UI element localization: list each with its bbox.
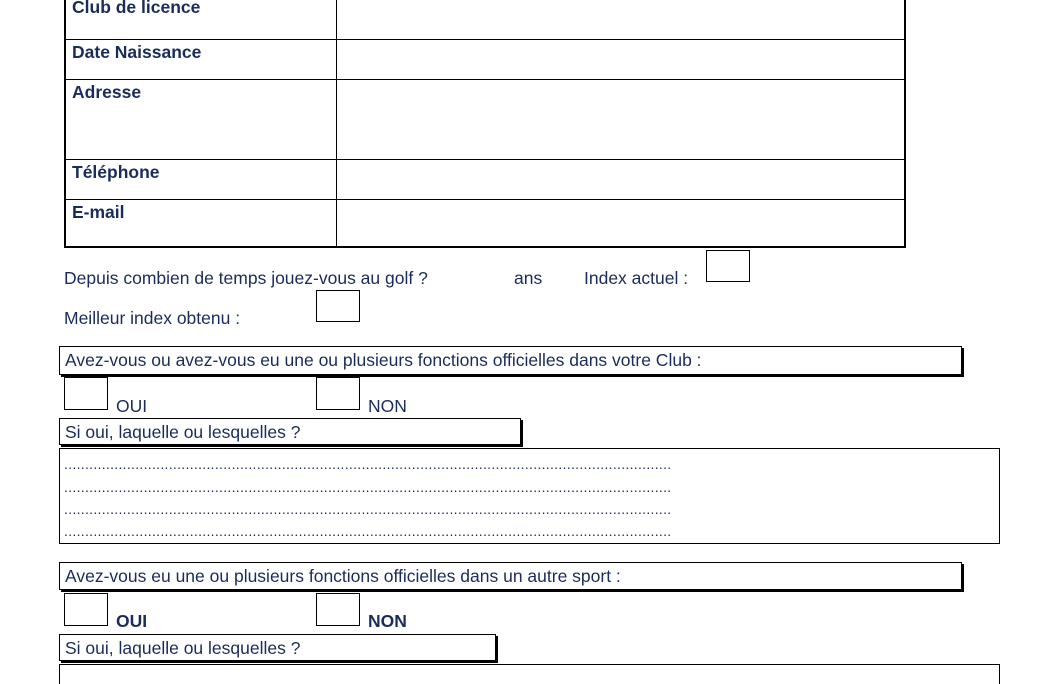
index-field[interactable] xyxy=(706,250,750,282)
other-yes-checkbox[interactable] xyxy=(64,593,108,626)
club-yes-label: OUI xyxy=(116,396,148,416)
email-label: E-mail xyxy=(66,199,337,246)
row-birthdate xyxy=(66,39,904,80)
answer-line: ................................................................................................................................................. xyxy=(64,479,672,495)
address-field[interactable] xyxy=(337,79,904,159)
club-functions-question: Avez-vous ou avez-vous eu une ou plusieurs fonctions officielles dans votre Club : xyxy=(59,346,962,375)
answer-line: ................................................................................................................................................. xyxy=(64,456,672,472)
phone-label: Téléphone xyxy=(66,159,337,199)
row-phone xyxy=(66,159,904,200)
identity-table xyxy=(64,0,906,248)
answer-line: ................................................................................................................................................. xyxy=(64,501,672,517)
answer-line: ................................................................................................................................................. xyxy=(64,523,672,539)
club-answer-area[interactable] xyxy=(59,448,1000,544)
birthdate-field[interactable] xyxy=(337,39,904,79)
row-club xyxy=(66,0,904,40)
birthdate-label: Date Naissance xyxy=(66,39,337,79)
best-index-label: Meilleur index obtenu : xyxy=(64,308,241,328)
club-which-question: Si oui, laquelle ou lesquelles ? xyxy=(59,418,521,445)
other-yes-label: OUI xyxy=(116,611,148,631)
club-field[interactable] xyxy=(337,0,904,39)
index-label: Index actuel : xyxy=(584,268,689,288)
years-question: Depuis combien de temps jouez-vous au golf ? xyxy=(64,268,428,288)
club-label: Club de licence xyxy=(66,0,337,39)
phone-field[interactable] xyxy=(337,159,904,199)
row-address xyxy=(66,79,904,160)
club-no-checkbox[interactable] xyxy=(316,377,360,410)
other-which-question: Si oui, laquelle ou lesquelles ? xyxy=(59,634,496,661)
club-no-label: NON xyxy=(368,396,407,416)
best-index-field[interactable] xyxy=(316,290,360,322)
club-yes-checkbox[interactable] xyxy=(64,377,108,410)
other-answer-area[interactable] xyxy=(59,664,1000,684)
address-label: Adresse xyxy=(66,79,337,159)
email-field[interactable] xyxy=(337,199,904,246)
other-no-label: NON xyxy=(368,611,407,631)
row-email xyxy=(66,199,904,246)
years-unit: ans xyxy=(514,268,543,288)
other-no-checkbox[interactable] xyxy=(316,593,360,626)
other-sport-question: Avez-vous eu une ou plusieurs fonctions officielles dans un autre sport : xyxy=(59,562,962,590)
